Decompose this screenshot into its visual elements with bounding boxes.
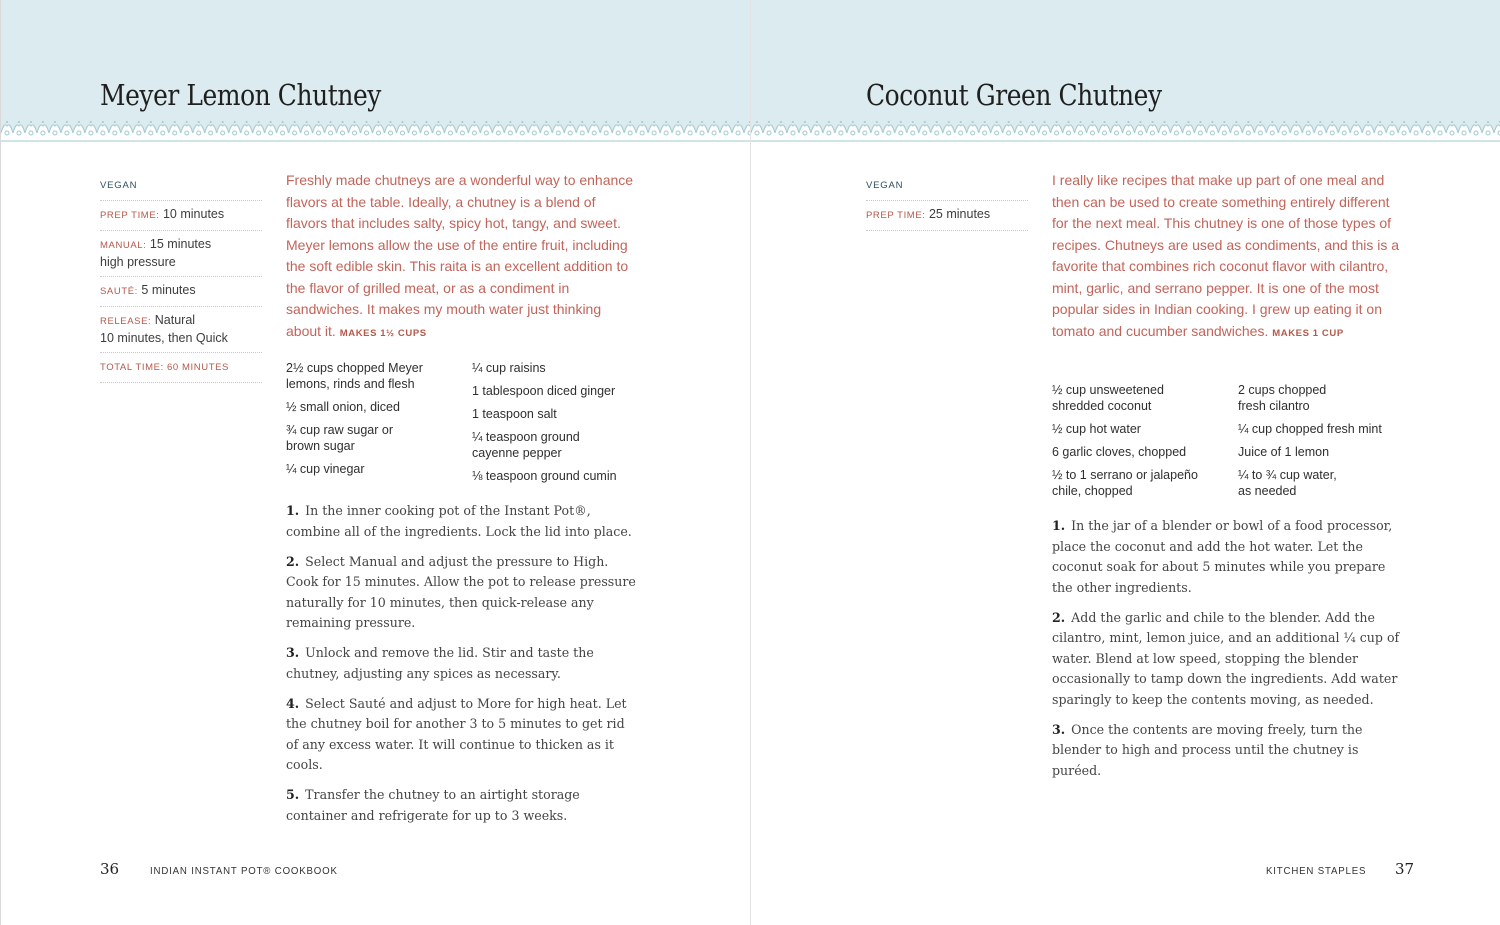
ingredient-item: ½ small onion, diced — [286, 400, 400, 414]
page-number: 37 — [1395, 860, 1415, 878]
release-label: RELEASE: — [100, 316, 152, 327]
step — [1052, 608, 1404, 711]
recipe-meta — [100, 172, 262, 383]
saute-row — [100, 277, 262, 307]
header-banner — [1, 0, 750, 142]
yield: MAKES 1½ CUPS — [339, 327, 427, 339]
ingredient-item: ¼ cup raisins — [472, 361, 546, 375]
ingredient-item: ¼ cup vinegar — [286, 462, 365, 476]
ingredient-list — [1052, 382, 1408, 506]
step-number: 1. — [286, 503, 300, 518]
recipe-title: Meyer Lemon Chutney — [100, 78, 381, 112]
manual-value: 15 minutes — [149, 237, 212, 251]
method-steps — [1052, 516, 1404, 791]
step-text: Add the garlic and chile to the blender. Add the cilantro, mint, lemon juice, and an additional ¼ cup of water. Blend at low speed, stopping the blender occasionally to tamp down the ingredients. Add water sparingly to keep the contents moving, as needed. — [1052, 609, 1400, 707]
step — [286, 501, 638, 542]
step — [1052, 720, 1404, 782]
ingredient-item: ⅛ teaspoon ground cumin — [472, 469, 617, 483]
manual-value-pressure: high pressure — [100, 255, 176, 269]
running-head: KITCHEN STAPLES — [1266, 865, 1367, 877]
step-text: Unlock and remove the lid. Stir and taste the chutney, adjusting any spices as necessary. — [286, 645, 594, 681]
step-text: In the inner cooking pot of the Instant Pot®, combine all of the ingredients. Lock the lid into place. — [286, 503, 632, 539]
step-number: 4. — [286, 695, 300, 711]
prep-time-row — [100, 201, 262, 231]
header-banner — [751, 0, 1500, 142]
ingredient-column-1 — [1052, 382, 1238, 506]
release-value: Natural — [154, 313, 196, 327]
step — [286, 552, 638, 634]
step-text: Once the contents are moving freely, turn the blender to high and process until the chutney is puréed. — [1052, 721, 1363, 778]
ingredient-column-1 — [286, 360, 472, 491]
ingredient-item: 1 tablespoon diced ginger — [472, 384, 616, 398]
recipe-title: Coconut Green Chutney — [866, 78, 1162, 112]
running-head: INDIAN INSTANT POT® COOKBOOK — [150, 865, 338, 877]
ingredient-item: ¼ cup chopped fresh mint — [1238, 422, 1382, 436]
ingredient-item: 2½ cups chopped Meyer lemons, rinds and flesh — [286, 361, 423, 391]
prep-time-label: PREP TIME: — [866, 210, 926, 221]
diet-tag: VEGAN — [100, 180, 138, 191]
ingredient-item: ¼ to ¾ cup water, as needed — [1238, 468, 1337, 498]
step-text: Select Sauté and adjust to More for high heat. Let the chutney boil for another 3 to 5 minutes to get rid of any excess water. It will continue to thicken as it cools. — [286, 695, 627, 772]
ingredient-column-2 — [472, 360, 642, 491]
saute-value: 5 minutes — [141, 283, 196, 297]
diet-tag: VEGAN — [866, 180, 904, 191]
manual-row — [100, 231, 262, 277]
step-number: 3. — [286, 645, 300, 660]
diet-tag-row — [866, 172, 1028, 201]
diet-tag-row — [100, 172, 262, 201]
step — [286, 785, 638, 826]
release-value-detail: 10 minutes, then Quick — [100, 331, 228, 345]
release-row — [100, 307, 262, 353]
method-steps — [286, 501, 638, 836]
page-number: 36 — [100, 860, 120, 878]
yield: MAKES 1 CUP — [1272, 327, 1344, 339]
ingredient-item: 1 teaspoon salt — [472, 407, 557, 421]
ingredient-item: 2 cups chopped fresh cilantro — [1238, 383, 1327, 413]
step — [286, 643, 638, 684]
intro-text: I really like recipes that make up part of one meal and then can be used to create something entirely different for the next meal. This chutney is one of those types of recipes. Chutneys are used as condiments, and this is a favorite that combines rich coconut flavor with cilantro, mint, garlic, and serrano pepper. It is one of the most popular sides in Indian cooking. I grew up eating it on tomato and cucumber sandwiches. — [1052, 172, 1400, 339]
step-text: In the jar of a blender or bowl of a food processor, place the coconut and add the hot water. Let the coconut soak for about 5 minutes while you prepare the other ingredients. — [1052, 518, 1393, 595]
ingredient-item: Juice of 1 lemon — [1238, 445, 1330, 459]
prep-time-label: PREP TIME: — [100, 210, 160, 221]
page-footer — [1266, 860, 1414, 878]
ingredient-item: 6 garlic cloves, chopped — [1052, 445, 1187, 459]
lace-border — [1, 118, 750, 142]
step — [286, 694, 638, 776]
lace-border — [751, 118, 1500, 142]
ingredient-list — [286, 360, 642, 491]
recipe-intro — [286, 170, 636, 344]
total-time: TOTAL TIME: 60 MINUTES — [100, 362, 229, 373]
step-number: 5. — [286, 787, 300, 802]
step — [1052, 516, 1404, 598]
prep-time-value: 10 minutes — [162, 207, 225, 221]
step-number: 3. — [1052, 721, 1066, 737]
ingredient-item: ½ cup unsweetened shredded coconut — [1052, 383, 1164, 413]
total-time-row — [100, 353, 262, 383]
step-number: 1. — [1052, 518, 1066, 533]
recipe-meta — [866, 172, 1028, 231]
step-number: 2. — [1052, 609, 1066, 625]
step-text: Select Manual and adjust the pressure to High. Cook for 15 minutes. Allow the pot to release pressure naturally for 10 minutes, then quick-release any remaining pressure. — [286, 553, 636, 630]
ingredient-item: ¼ teaspoon ground cayenne pepper — [472, 430, 580, 460]
intro-text: Freshly made chutneys are a wonderful way to enhance flavors at the table. Ideally, a chutney is a blend of flavors that includes salty, spicy hot, tangy, and sweet. Meyer lemons allow the use of the entire fruit, including the soft edible skin. This raita is an excellent addition to the flavor of grilled meat, or as a condiment in sandwiches. It makes my mouth water just thinking about it. — [286, 172, 634, 339]
ingredient-item: ½ cup hot water — [1052, 422, 1141, 436]
ingredient-item: ¾ cup raw sugar or brown sugar — [286, 423, 393, 453]
prep-time-value: 25 minutes — [928, 207, 991, 221]
step-number: 2. — [286, 553, 300, 569]
prep-time-row — [866, 201, 1028, 231]
recipe-intro — [1052, 170, 1404, 344]
page-footer — [100, 860, 354, 878]
ingredient-column-2 — [1238, 382, 1408, 506]
manual-label: MANUAL: — [100, 240, 147, 251]
saute-label: SAUTÉ: — [100, 286, 138, 297]
step-text: Transfer the chutney to an airtight storage container and refrigerate for up to 3 weeks. — [286, 787, 580, 823]
ingredient-item: ½ to 1 serrano or jalapeño chile, chopped — [1052, 468, 1198, 498]
right-page — [750, 0, 1500, 925]
